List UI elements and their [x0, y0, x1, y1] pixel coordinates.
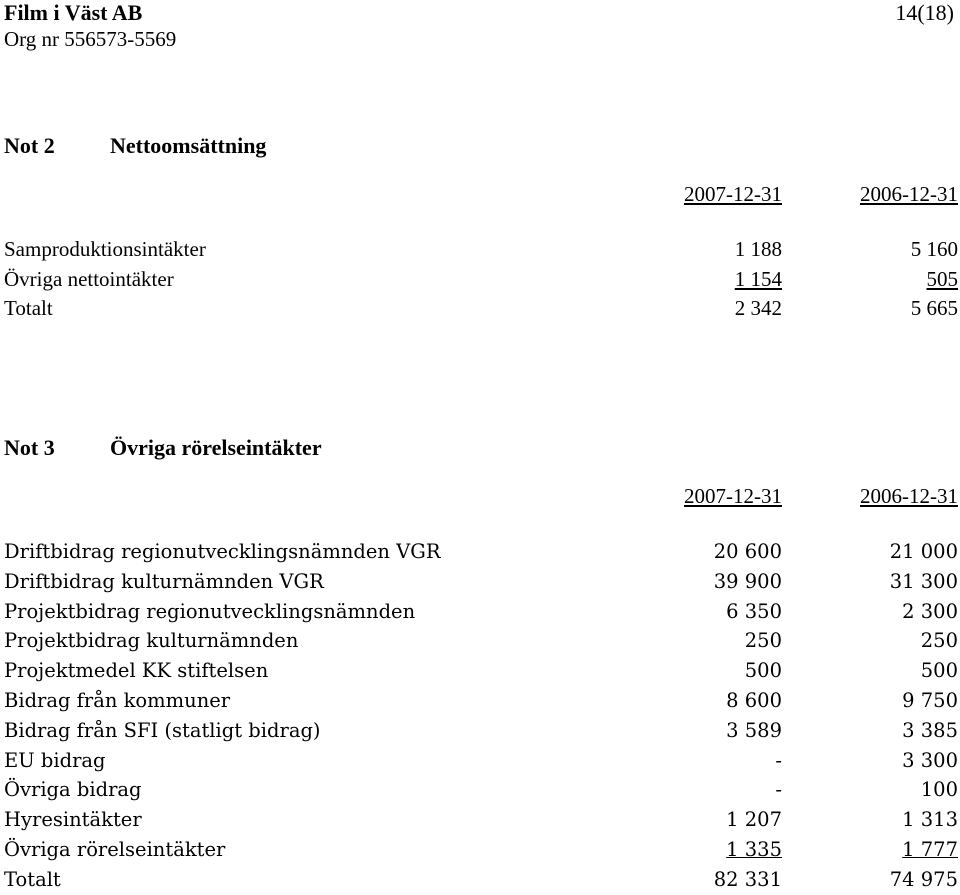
- note-2-number: Not 2: [4, 133, 55, 158]
- table-row: [4, 537, 960, 567]
- row-value-2007: 1 154: [734, 266, 782, 291]
- row-label: Driftbidrag kulturnämnden VGR: [4, 569, 324, 593]
- row-value-2006: 1 777: [902, 837, 958, 861]
- row-value-2007: 500: [744, 659, 782, 683]
- table-row-total: [4, 294, 960, 324]
- row-label: Totalt: [4, 867, 61, 891]
- row-value-2006: 74 975: [889, 867, 958, 891]
- note-3-column-headers: [4, 481, 960, 511]
- row-label: Projektbidrag regionutvecklingsnämnden: [4, 599, 416, 623]
- table-row: [4, 235, 960, 265]
- row-value-2007: 8 600: [726, 688, 782, 712]
- row-label: Driftbidrag regionutvecklingsnämnden VGR: [4, 540, 441, 563]
- table-row: [4, 656, 960, 686]
- row-label: Övriga rörelseintäkter: [4, 837, 226, 861]
- row-value-2006: 505: [926, 266, 958, 291]
- row-label: Bidrag från kommuner: [4, 688, 231, 712]
- row-value-2006: 2 300: [902, 599, 958, 623]
- note-3-title: Övriga rörelseintäkter: [110, 435, 322, 460]
- row-value-2007: 6 350: [726, 599, 782, 623]
- table-row: [4, 567, 960, 597]
- table-row: [4, 686, 960, 716]
- table-row: [4, 775, 960, 805]
- table-row: [4, 626, 960, 656]
- row-value-2007: 2 342: [734, 296, 782, 321]
- row-value-2006: 250: [920, 629, 958, 653]
- row-value-2006: 5 665: [910, 296, 958, 321]
- table-row: [4, 265, 960, 295]
- row-label: Övriga bidrag: [4, 778, 142, 802]
- row-label: Bidrag från SFI (statligt bidrag): [4, 718, 321, 742]
- row-value-2006: 21 000: [889, 540, 958, 563]
- row-label: Samproduktionsintäkter: [4, 237, 206, 261]
- note-3-section: [4, 433, 960, 895]
- row-value-2007: 20 600: [713, 540, 782, 563]
- note-2-table: [4, 235, 960, 324]
- row-value-2006: 3 385: [902, 718, 958, 742]
- note-3-table: [4, 537, 960, 895]
- row-value-2007: -: [775, 778, 782, 802]
- row-label: Övriga nettointäkter: [4, 266, 174, 291]
- row-value-2006: 100: [920, 778, 958, 802]
- note-2-col-2006: 2006-12-31: [860, 182, 958, 206]
- row-value-2007: 250: [744, 629, 782, 653]
- row-label: Hyresintäkter: [4, 808, 142, 832]
- row-value-2006: 500: [920, 659, 958, 683]
- row-value-2007: 82 331: [713, 867, 782, 891]
- row-label: Totalt: [4, 296, 53, 321]
- row-label: Projektmedel KK stiftelsen: [4, 659, 269, 683]
- table-row-total: [4, 865, 960, 895]
- note-3-heading: [4, 433, 960, 463]
- row-value-2006: 1 313: [902, 808, 958, 832]
- row-value-2007: 1 335: [726, 837, 782, 861]
- row-value-2007: -: [775, 748, 782, 772]
- note-2-column-headers: [4, 179, 960, 209]
- row-value-2007: 3 589: [726, 718, 782, 742]
- row-value-2006: 31 300: [889, 569, 958, 593]
- row-label: Projektbidrag kulturnämnden: [4, 629, 299, 653]
- table-row: [4, 805, 960, 835]
- row-value-2006: 5 160: [910, 237, 958, 261]
- note-2-title: Nettoomsättning: [110, 133, 267, 158]
- row-label: EU bidrag: [4, 748, 106, 772]
- note-2-section: [4, 131, 960, 324]
- note-2-col-2007: 2007-12-31: [684, 182, 782, 206]
- row-value-2006: 9 750: [902, 688, 958, 712]
- row-value-2007: 39 900: [713, 569, 782, 593]
- row-value-2007: 1 207: [726, 808, 782, 832]
- table-row: [4, 716, 960, 746]
- table-row: [4, 597, 960, 627]
- table-row: [4, 835, 960, 865]
- table-row: [4, 746, 960, 776]
- row-value-2007: 1 188: [734, 237, 782, 261]
- note-2-heading: [4, 131, 960, 161]
- org-number: Org nr 556573-5569: [4, 27, 177, 51]
- company-name: Film i Väst AB: [4, 0, 143, 25]
- note-3-col-2006: 2006-12-31: [860, 484, 958, 508]
- note-3-number: Not 3: [4, 435, 55, 460]
- note-3-col-2007: 2007-12-31: [684, 484, 782, 508]
- page-number: 14(18): [895, 0, 954, 25]
- row-value-2006: 3 300: [902, 748, 958, 772]
